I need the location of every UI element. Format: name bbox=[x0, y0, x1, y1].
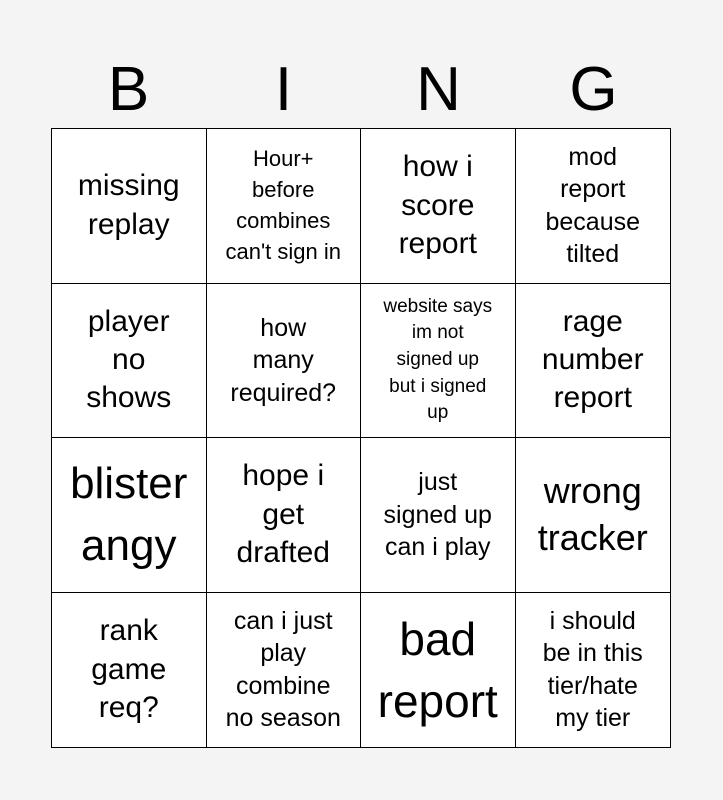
bingo-cell-r1c4[interactable] bbox=[516, 129, 671, 284]
bingo-cell-r4c2[interactable] bbox=[207, 593, 362, 748]
bingo-cell-label: i should be in this tier/hate my tier bbox=[542, 606, 643, 733]
bingo-cell-label: website says im not signed up but i signed up bbox=[383, 295, 493, 424]
header-letter-g: G bbox=[569, 55, 618, 124]
bingo-cell-r3c2[interactable] bbox=[207, 438, 362, 593]
header-letter-n: N bbox=[416, 55, 461, 124]
bingo-cell-r3c3[interactable] bbox=[361, 438, 516, 593]
bingo-cell-label: player no shows bbox=[86, 304, 172, 415]
bingo-cell-r4c3[interactable] bbox=[361, 593, 516, 748]
bingo-cell-r2c4[interactable] bbox=[516, 284, 671, 439]
bingo-cell-r4c4[interactable] bbox=[516, 593, 671, 748]
bingo-header bbox=[51, 52, 671, 128]
bingo-cell-label: Hour+ before combines can't sign in bbox=[225, 146, 341, 264]
bingo-cell-label: wrong tracker bbox=[537, 469, 648, 558]
header-letter-i: I bbox=[274, 55, 293, 124]
bingo-cell-r2c1[interactable] bbox=[52, 284, 207, 439]
bingo-cell-label: missing replay bbox=[77, 169, 180, 241]
bingo-cell-r1c2[interactable] bbox=[207, 129, 362, 284]
bingo-cell-label: hope i get drafted bbox=[236, 459, 330, 569]
bingo-cell-r3c1[interactable] bbox=[52, 438, 207, 593]
bingo-cell-label: bad report bbox=[377, 612, 498, 727]
bingo-cell-r1c3[interactable] bbox=[361, 129, 516, 284]
bingo-cell-r4c1[interactable] bbox=[52, 593, 207, 748]
bingo-cell-r3c4[interactable] bbox=[516, 438, 671, 593]
bingo-cell-label: rank game req? bbox=[91, 614, 167, 724]
bingo-cell-label: how many required? bbox=[230, 313, 337, 407]
bingo-cell-r2c3[interactable] bbox=[361, 284, 516, 439]
bingo-cell-label: blister angy bbox=[70, 459, 188, 570]
bingo-cell-r2c2[interactable] bbox=[207, 284, 362, 439]
header-letter-b: B bbox=[107, 55, 150, 124]
bingo-board bbox=[51, 128, 671, 748]
bingo-cell-label: how i score report bbox=[398, 150, 477, 260]
bingo-cell-label: mod report because tilted bbox=[545, 142, 641, 269]
bingo-cell-r1c1[interactable] bbox=[52, 129, 207, 284]
bingo-cell-label: rage number report bbox=[541, 304, 644, 415]
bingo-cell-label: can i just play combine no season bbox=[225, 606, 341, 733]
bingo-cell-label: just signed up can i play bbox=[383, 468, 492, 561]
